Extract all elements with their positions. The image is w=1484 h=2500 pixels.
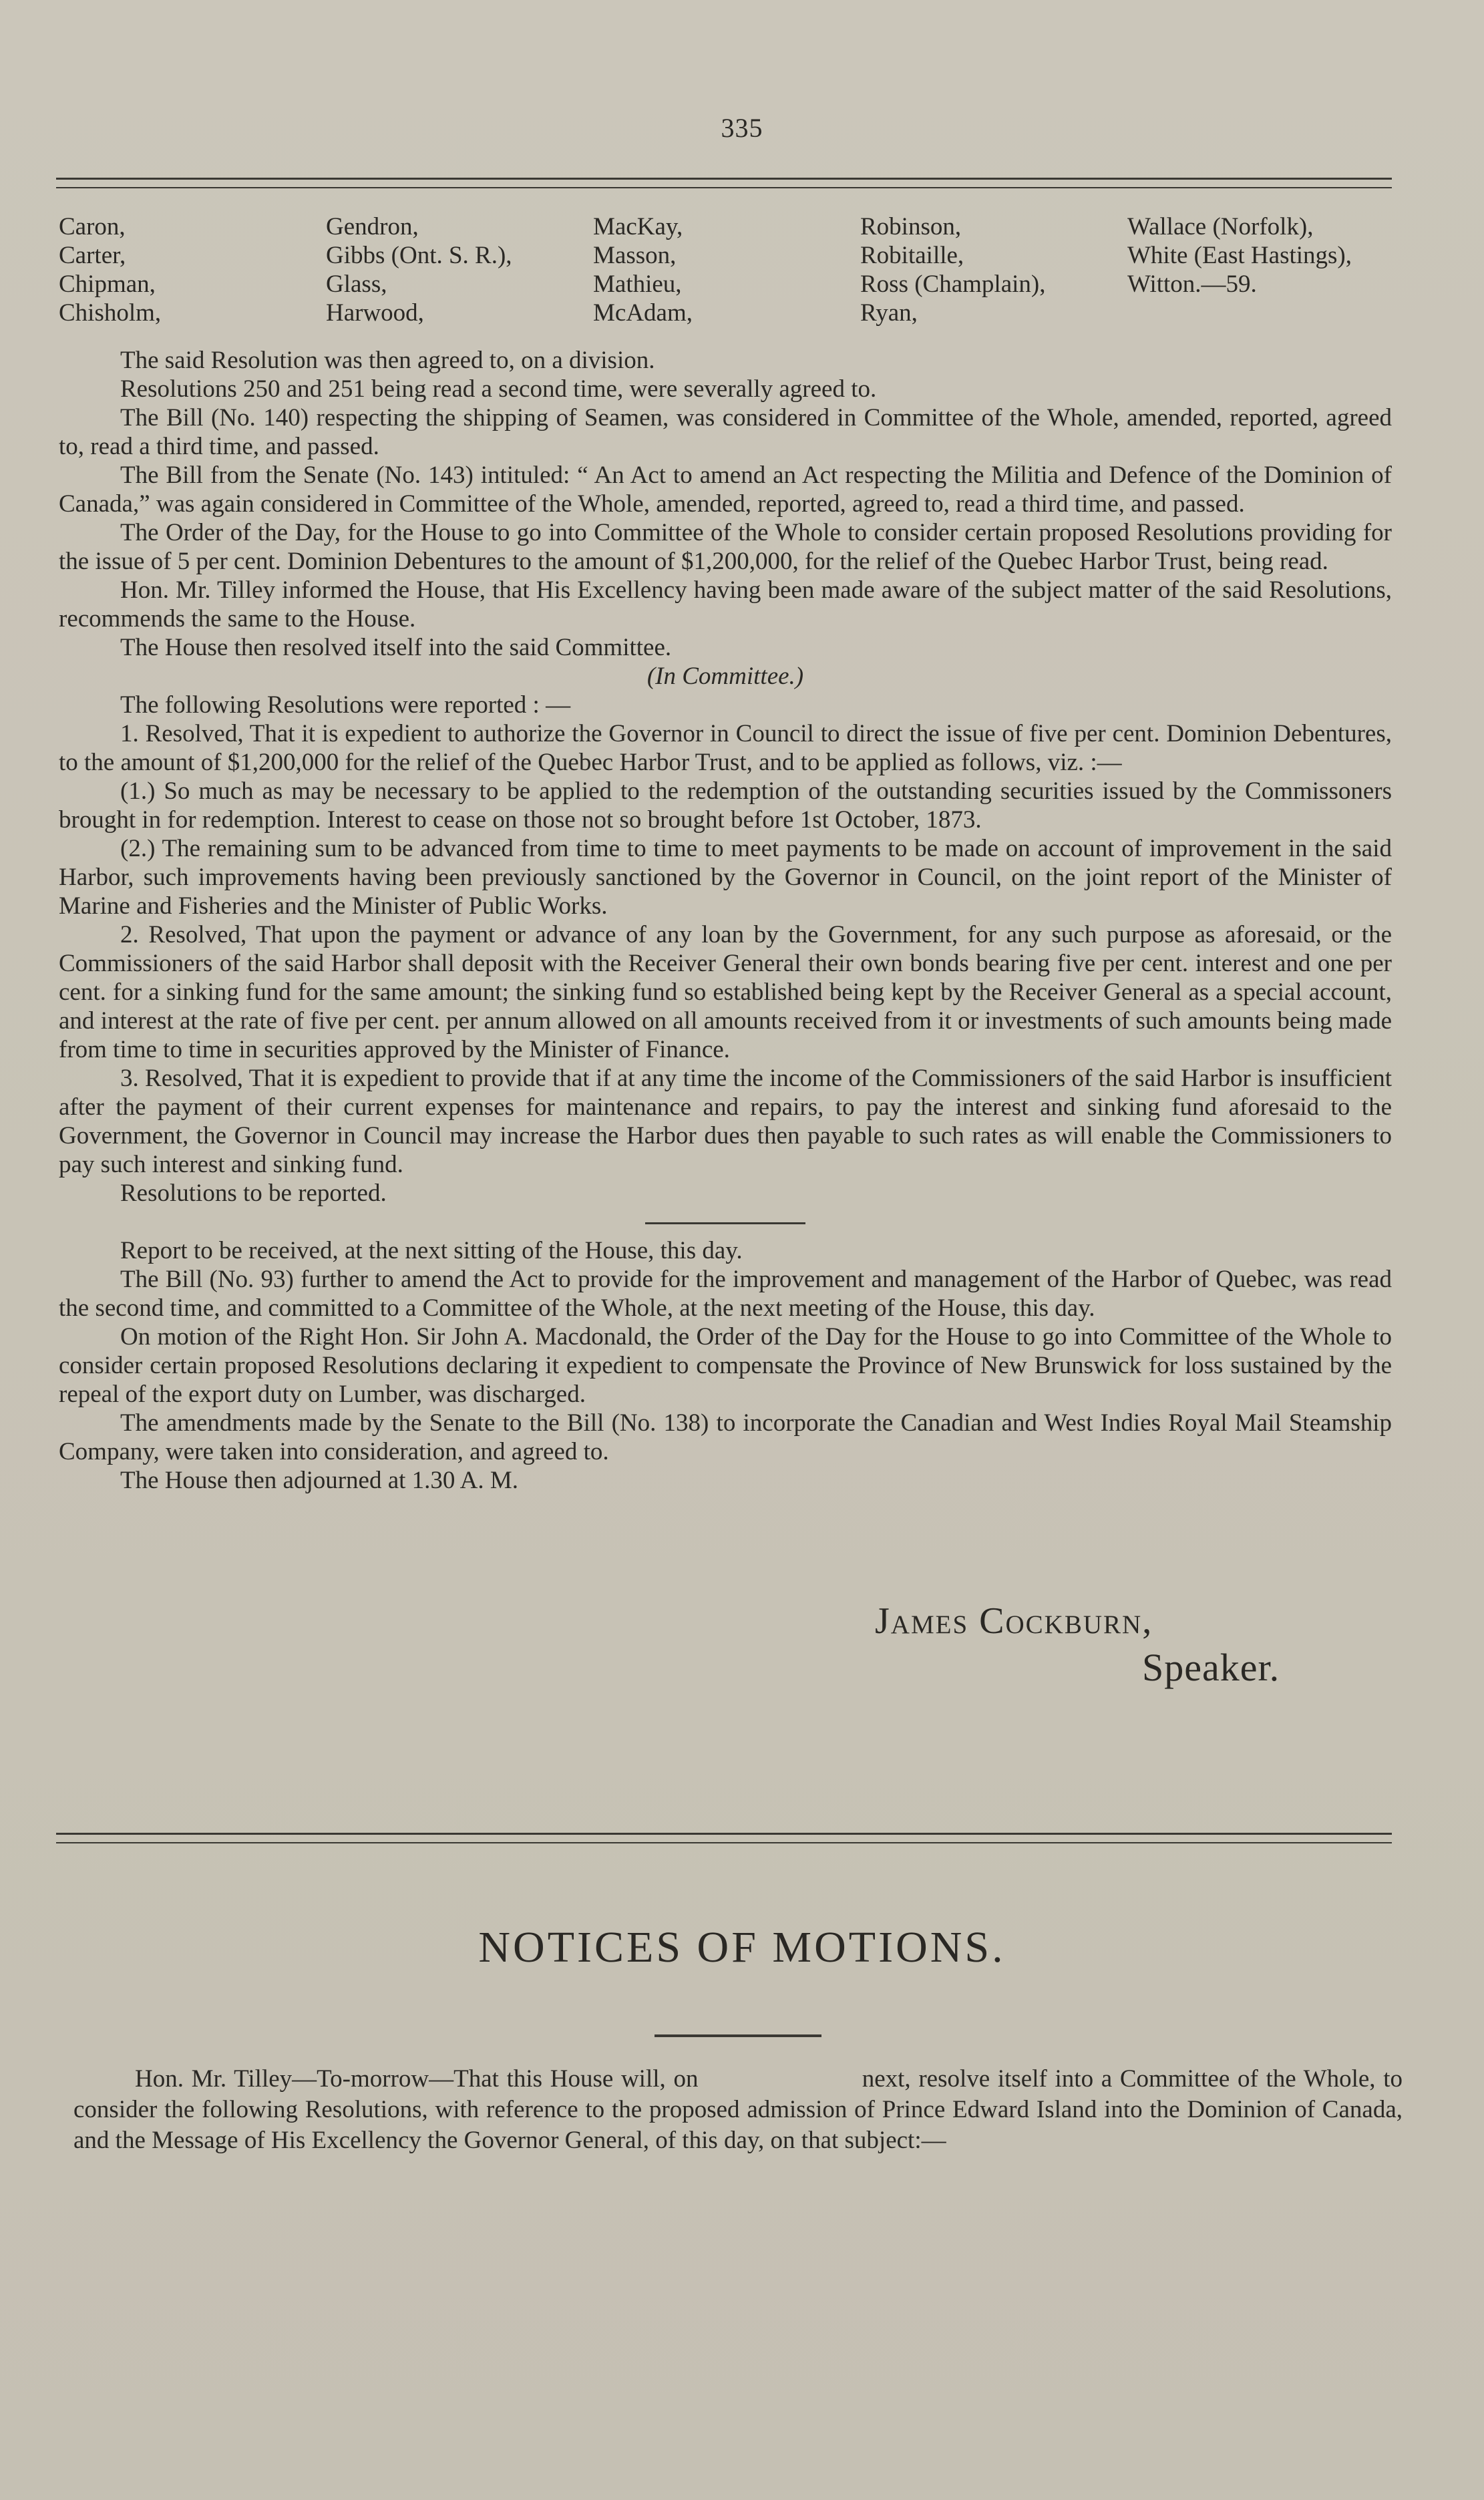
member-name: Harwood, — [326, 299, 424, 327]
member-name: Chipman, — [59, 271, 156, 298]
names-column-4 — [860, 212, 1127, 327]
notices-rule — [655, 2034, 821, 2037]
top-double-rule — [56, 178, 1392, 188]
division-names-list — [59, 212, 1395, 327]
names-column-2 — [326, 212, 593, 327]
paragraph: The House then adjourned at 1.30 A. M. — [120, 1467, 518, 1494]
member-name: Wallace (Norfolk), — [1127, 213, 1314, 240]
member-name: Caron, — [59, 213, 126, 240]
names-column-5 — [1127, 212, 1395, 327]
names-column-3 — [593, 212, 860, 327]
paragraph: The Bill (No. 140) respecting the shipping of Seamen, was considered in Committee of the Whole, amended, reported, agreed to, read a third time, and passed. — [59, 404, 1392, 460]
in-committee-heading: (In Committee.) — [646, 663, 804, 690]
paragraph: The following Resolutions were reported : — — [120, 691, 571, 719]
paragraph: The amendments made by the Senate to the Bill (No. 138) to incorporate the Canadian and West Indies Royal Mail Steamship Company, were taken into consideration, and agreed to. — [59, 1409, 1392, 1465]
member-name: Ryan, — [860, 299, 918, 327]
member-name: Masson, — [593, 242, 677, 269]
paragraph: Resolutions to be reported. — [120, 1180, 387, 1207]
paragraph: On motion of the Right Hon. Sir John A. Macdonald, the Order of the Day for the House to go into Committee of the Whole to consider certain proposed Resolutions declaring it expedient to compensate the Province of New Brunswick for loss sustained by the repeal of the export duty on Lumber, was discharged. — [59, 1323, 1392, 1408]
notices-heading: NOTICES OF MOTIONS. — [478, 1923, 1006, 1972]
member-name: Gendron, — [326, 213, 419, 240]
paragraph: (2.) The remaining sum to be advanced from time to time to meet payments to be made on account of improvement in the said Harbor, such improvements having been previously sanctioned by the Governor in Council, on the joint report of the Minister of Marine and Fisheries and the Minister of Public Works. — [59, 835, 1392, 920]
names-column-1 — [59, 212, 326, 327]
paragraph: The Bill (No. 93) further to amend the Act to provide for the improvement and management of the Harbor of Quebec, was read the second time, and committed to a Committee of the Whole, at the next meeting of the House, this day. — [59, 1266, 1392, 1322]
signatory-title: Speaker. — [1142, 1646, 1280, 1689]
proceedings-body — [59, 346, 1392, 1495]
member-name: Mathieu, — [593, 271, 682, 298]
paragraph: The House then resolved itself into the said Committee. — [120, 634, 672, 661]
paragraph: Resolutions 250 and 251 being read a second time, were severally agreed to. — [120, 375, 877, 403]
member-name: Robinson, — [860, 213, 962, 240]
member-name: Robitaille, — [860, 242, 964, 269]
signature-block — [875, 1598, 1280, 1691]
member-name: McAdam, — [593, 299, 693, 327]
member-name: Chisholm, — [59, 299, 162, 327]
member-name: MacKay, — [593, 213, 683, 240]
page-number: 335 — [721, 113, 763, 143]
member-name: Glass, — [326, 271, 387, 298]
paragraph: 3. Resolved, That it is expedient to provide that if at any time the income of the Commissioners of the said Harbor is insufficient after the payment of their current expenses for maintenance and repairs, to pay the interest and sinking fund aforesaid to the Government, the Governor in Council may increase the Harbor dues then payable to such rates as will enable the Commissioners to pay such interest and sinking fund. — [59, 1065, 1392, 1178]
paragraph: Hon. Mr. Tilley informed the House, that His Excellency having been made aware of the subject matter of the said Resolutions, recommends the same to the House. — [59, 576, 1392, 633]
paragraph: The Order of the Day, for the House to go into Committee of the Whole to consider certain proposed Resolutions providing for the issue of 5 per cent. Dominion Debentures to the amount of $1,200,000, for the relief of the Quebec Harbor Trust, being read. — [59, 519, 1392, 575]
paragraph: Report to be received, at the next sitting of the House, this day. — [120, 1237, 743, 1264]
paragraph: 1. Resolved, That it is expedient to authorize the Governor in Council to direct the issue of five per cent. Dominion Debentures, to the amount of $1,200,000 for the relief of the Quebec Harbor Trust, and to be applied as follows, viz. :— — [59, 720, 1392, 776]
notice-of-motion — [73, 2064, 1409, 2156]
section-rule — [645, 1222, 805, 1224]
member-name: Carter, — [59, 242, 126, 269]
paragraph: 2. Resolved, That upon the payment or advance of any loan by the Government, for any such purpose as aforesaid, or the Commissioners of the said Harbor shall deposit with the Receiver General their own bonds bearing five per cent. interest and one per cent. for a sinking fund for the same amount; the sinking fund so established being kept by the Receiver General as a special account, and interest at the rate of five per cent. per annum allowed on all amounts received from it or investments of such amounts being made from time to time in securities approved by the Minister of Finance. — [59, 921, 1392, 1063]
member-name: Witton.—59. — [1127, 271, 1257, 298]
bottom-double-rule — [56, 1833, 1392, 1843]
signatory-name: James Cockburn, — [875, 1600, 1153, 1642]
member-name: White (East Hastings), — [1127, 242, 1352, 269]
paragraph: The Bill from the Senate (No. 143) intituled: “ An Act to amend an Act respecting the Militia and Defence of the Dominion of Canada,” was again considered in Committee of the Whole, amended, reported, agreed to, read a third time, and passed. — [59, 462, 1392, 518]
member-name: Ross (Champlain), — [860, 271, 1046, 298]
paragraph: (1.) So much as may be necessary to be applied to the redemption of the outstanding securities issued by the Commissoners brought in for redemption. Interest to cease on those not so brought before 1st October, 1873. — [59, 777, 1392, 834]
paragraph: The said Resolution was then agreed to, on a division. — [120, 347, 655, 374]
member-name: Gibbs (Ont. S. R.), — [326, 242, 512, 269]
notice-paragraph: Hon. Mr. Tilley—To-morrow—That this House will, on next, resolve itself into a Committee of the Whole, to consider the following Resolutions, with reference to the proposed admission of Prince Edward Island into the Dominion of Canada, and the Message of His Excellency the Governor General, of this day, on that subject:— — [73, 2065, 1409, 2154]
